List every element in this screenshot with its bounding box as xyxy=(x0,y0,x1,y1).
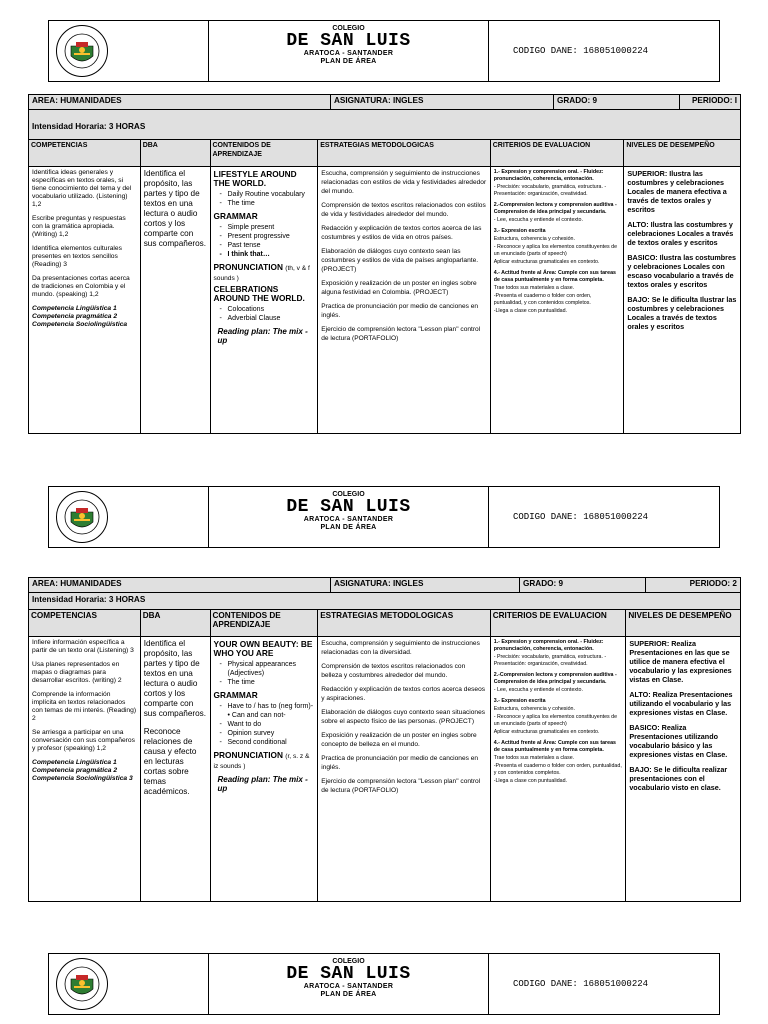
criterio-item: 4.- Actitud frente al Área: Cumple con sus tareas de casa puntualmente y en forma completa. xyxy=(493,270,616,283)
school-header xyxy=(48,953,720,1015)
niveles-cell xyxy=(626,637,740,901)
competencias-cell xyxy=(29,167,141,433)
competencia-item: Escribe preguntas y respuestas con la gramática apropiada. (Writing) 1,2 xyxy=(32,215,126,238)
dba-item: Identifica el propósito, las partes y tipo de textos en una lectura o audio cortos y los comparte con sus compañeros. xyxy=(143,169,207,248)
competencia-item: Da presentaciones cortas acerca de tradiciones en Colombia y el mundo. (speaking) 1,2 xyxy=(32,275,130,298)
criterio-item: - Lee, escucha y entiende el contexto. xyxy=(493,687,583,693)
content-item: - Physical appearances (Adjectives) xyxy=(220,660,315,678)
contenidos-cell xyxy=(211,167,319,433)
area-label: AREA: HUMANIDADES xyxy=(29,578,331,592)
estrategia-item: Redacción y explicación de textos cortos acerca deseos y aspiraciones. xyxy=(321,686,486,702)
estrategia-item: Ejercicio de comprensión lectora "Lesson plan" control de lectura (PORTAFOLIO) xyxy=(321,778,481,794)
estrategia-item: Exposición y realización de un poster en ingles sobre alguna festividad en Colombia. (PROJECT) xyxy=(321,280,477,296)
col-competencias: COMPETENCIAS xyxy=(29,140,141,166)
dba-cell xyxy=(141,637,211,901)
content-title: YOUR OWN BEAUTY: BE WHO YOU ARE xyxy=(213,639,313,658)
estrategia-item: Elaboración de diálogos cuyo contexto sean las costumbres y estilos de vida de países angloparlante. (PROJECT) xyxy=(321,248,479,273)
content-title: LIFESTYLE AROUND THE WORLD. xyxy=(213,169,297,188)
school-header xyxy=(48,486,720,548)
grammar-item: - Present progressive xyxy=(220,232,315,241)
intensidad-label: Intensidad Horaria: 3 HORAS xyxy=(29,110,740,140)
grammar-item: - Second conditional xyxy=(220,738,315,747)
nivel-item: ALTO: Ilustra las costumbres y celebraciones Locales a través de textos orales y escritos xyxy=(627,220,734,247)
niveles-cell xyxy=(624,167,740,433)
criterios-cell xyxy=(491,167,625,433)
criterio-item: 1.- Expresion y comprension oral. - Fluidez: pronunciación, coherencia, entonación. xyxy=(493,169,604,182)
criterio-item: 4.- Actitud frente al Área: Cumple con sus tareas de casa puntualmente y en forma completa. xyxy=(493,740,616,753)
estrategia-item: Practica de pronunciación por medio de canciones en inglés. xyxy=(321,303,479,319)
criterio-item: -Presenta el cuaderno o folder con orden, puntualidad, y con contenidos completos. xyxy=(493,293,592,306)
grammar-title: GRAMMAR xyxy=(213,211,258,221)
competencia-tipos: Competencia Lingüística 1 Competencia pragmática 2 Competencia Sociolingüística xyxy=(32,305,128,328)
criterio-item: - Precisión: vocabulario, gramática, estructura. - Presentación: organización, creatividad. xyxy=(493,654,607,667)
competencia-item: Comprende la información implícita en textos relacionados con temas de mi interés. (Reading) 2 xyxy=(32,691,137,722)
criterio-item: Trae todos sus materiales a clase. xyxy=(493,285,575,291)
criterio-item: 2.-Comprension lectora y comprension auditiva - Comprension de idea principal y secundaria. xyxy=(493,202,617,215)
criterio-item: 3.- Expresion escrita xyxy=(493,698,546,704)
nivel-item: BAJO: Se le dificulta realizar presentaciones con el vocabulario visto en clase. xyxy=(629,765,728,792)
grammar-title: GRAMMAR xyxy=(213,690,258,700)
area-label: AREA: HUMANIDADES xyxy=(29,95,331,109)
col-contenidos: CONTENIDOS DE APRENDIZAJE xyxy=(211,610,319,636)
plan-label: PLAN DE ÁREA xyxy=(320,524,377,531)
criterio-item: - Precisión: vocabulario, gramática, estructura. - Presentación: organización, creatividad. xyxy=(493,184,607,197)
nivel-item: BASICO: Realiza Presentaciones utilizando vocabulario básico y las expresiones vistas en Clase. xyxy=(629,723,728,759)
school-seal xyxy=(49,21,209,81)
criterio-item: -Presenta el cuaderno o folder con orden, puntualidad, y con contenidos completos. xyxy=(493,763,622,776)
estrategia-item: Elaboración de diálogos cuyo contexto sean situaciones sobre el aspecto físico de las personas. (PROJECT) xyxy=(321,709,486,725)
criterio-item: 1.- Expresion y comprension oral. - Fluidez: pronunciación, coherencia, entonación. xyxy=(493,639,604,652)
plan-label: PLAN DE ÁREA xyxy=(320,991,377,998)
col-competencias: COMPETENCIAS xyxy=(29,610,141,636)
school-name: DE SAN LUIS xyxy=(286,497,411,517)
estrategia-item: Redacción y explicación de textos cortos acerca de las costumbres y estilos de vida en otros países. xyxy=(321,225,482,241)
colegio-label: COLEGIO xyxy=(332,491,365,498)
school-header xyxy=(48,20,720,82)
competencia-tipos: Competencia Lingüística 1 Competencia pragmática 2 Competencia Sociolingüística 3 xyxy=(32,759,133,782)
estrategia-item: Practica de pronunciación por medio de canciones en inglés. xyxy=(321,755,479,771)
colegio-label: COLEGIO xyxy=(332,25,365,32)
col-dba: DBA xyxy=(141,610,211,636)
school-name: DE SAN LUIS xyxy=(286,31,411,51)
criterio-item: - Reconoce y aplica los elementos constituyentes de un enunciado (parts of speech) xyxy=(493,244,618,257)
col-niveles: NIVELES DE DESEMPEÑO xyxy=(628,611,732,620)
nivel-item: SUPERIOR: Realiza Presentaciones en las que se utilice de manera efectiva el vocabulario y las expresiones vistas en Clase. xyxy=(629,639,732,684)
col-criterios: CRITERIOS DE EVALUACION xyxy=(491,140,625,166)
competencias-cell xyxy=(29,637,141,901)
periodo-label: PERIODO: 2 xyxy=(689,579,737,588)
content-item: - Daily Routine vocabulary xyxy=(220,190,315,199)
periodo-label: PERIODO: I xyxy=(691,96,737,105)
criterio-item: -Llega a clase con puntualidad. xyxy=(493,308,568,314)
dane-code: CODIGO DANE: 168051000224 xyxy=(513,46,649,56)
content-item: - Colocations xyxy=(220,305,315,314)
content-title: CELEBRATIONS AROUND THE WORLD. xyxy=(213,284,305,303)
nivel-item: BAJO: Se le dificulta Ilustrar las costumbres y celebraciones Locales a través de textos orales y escritos xyxy=(627,295,737,331)
school-seal xyxy=(49,487,209,547)
dba-item: Identifica el propósito, las partes y tipo de textos en una lectura o audio cortos y los comparte con sus compañeros. xyxy=(143,639,207,718)
school-seal xyxy=(49,954,209,1014)
estrategia-item: Escucha, comprensión y seguimiento de instrucciones relacionadas con estilos de vida y festividades alrededor del mundo. xyxy=(321,170,487,195)
reading-plan: Reading plan: The mix - up xyxy=(217,775,308,793)
nivel-item: SUPERIOR: Ilustra las costumbres y celebraciones Locales de manera efectiva a través de textos orales y escritos xyxy=(627,169,727,214)
school-seal-icon xyxy=(55,24,109,78)
col-criterios: CRITERIOS DE EVALUACION xyxy=(491,610,627,636)
pronunciation-sounds: (th, v & f sounds ) xyxy=(213,265,310,282)
competencia-item: Identifica elementos culturales presentes en textos sencillos (Reading) 3 xyxy=(32,245,122,268)
estrategia-item: Comprensión de textos escritos relacionados con estilos de vida y festividades alrededor del mundo. xyxy=(321,202,486,218)
content-item: - Adverbial Clause xyxy=(220,314,315,323)
dane-code: CODIGO DANE: 168051000224 xyxy=(513,512,649,522)
grammar-item: - Have to / has to (neg form)- • Can and can not- xyxy=(220,702,315,720)
col-estrategias: ESTRATEGIAS METODOLOGICAS xyxy=(318,140,491,166)
plan-label: PLAN DE ÁREA xyxy=(320,58,377,65)
school-city: ARATOCA - SANTANDER xyxy=(303,50,394,57)
competencia-item: Infiere información específica a partir de un texto oral (Listening) 3 xyxy=(32,639,134,654)
grado-label: GRADO: 9 xyxy=(554,95,680,109)
school-city: ARATOCA - SANTANDER xyxy=(303,516,394,523)
criterio-item: - Reconoce y aplica los elementos constituyentes de un enunciado (parts of speech) xyxy=(493,714,618,727)
content-item: - The time xyxy=(220,678,315,687)
competencia-item: Identifica ideas generales y específicas en textos orales, si tiene conocimiento del tema y del vocabulario utilizado. (Listening) 1,2 xyxy=(32,169,132,208)
competencia-item: Se arriesga a participar en una conversación con sus compañeros y profesor (speaking) 1,2 xyxy=(32,729,135,752)
grammar-item: - Past tense xyxy=(220,241,315,250)
dane-code: CODIGO DANE: 168051000224 xyxy=(513,979,649,989)
pronunciation-title: PRONUNCIATION xyxy=(213,262,283,272)
criterio-item: Estructura, coherencia y cohesión. xyxy=(493,706,575,712)
criterio-item: 2.-Comprension lectora y comprension auditiva - Comprension de idea principal y secundaria. xyxy=(493,672,617,685)
criterio-item: -Llega a clase con puntualidad. xyxy=(493,778,568,784)
estrategia-item: Exposición y realización de un poster en ingles sobre concepto de belleza en el mundo. xyxy=(321,732,477,748)
grammar-item: - Opinion survey xyxy=(220,729,315,738)
col-contenidos: CONTENIDOS DE APRENDIZAJE xyxy=(211,140,319,166)
intensidad-label: Intensidad Horaria: 3 HORAS xyxy=(29,593,740,610)
grammar-item: - Simple present xyxy=(220,223,315,232)
col-estrategias: ESTRATEGIAS METODOLOGICAS xyxy=(318,610,491,636)
criterio-item: 3.- Expresion escrita xyxy=(493,228,546,234)
colegio-label: COLEGIO xyxy=(332,958,365,965)
criterio-item: Estructura, coherencia y cohesión. xyxy=(493,236,575,242)
estrategias-cell xyxy=(318,167,491,433)
grado-label: GRADO: 9 xyxy=(520,578,646,592)
school-seal-icon xyxy=(55,957,109,1011)
nivel-item: ALTO: Realiza Presentaciones utilizando el vocabulario y las expresiones vistas en Clase. xyxy=(629,690,733,717)
nivel-item: BASICO: Ilustra las costumbres y celebraciones Locales con escaso vocabulario a través de textos orales y escritos xyxy=(627,253,736,289)
criterio-item: Trae todos sus materiales a clase. xyxy=(493,755,575,761)
estrategia-item: Ejercicio de comprensión lectora "Lesson plan" control de lectura (PORTAFOLIO) xyxy=(321,326,481,342)
grammar-item: - Want to do xyxy=(220,720,315,729)
school-name: DE SAN LUIS xyxy=(286,964,411,984)
col-niveles: NIVELES DE DESEMPEÑO xyxy=(626,142,715,149)
reading-plan: Reading plan: The mix - up xyxy=(217,327,308,345)
asignatura-label: ASIGNATURA: INGLES xyxy=(331,95,554,109)
competencia-item: Usa planes representados en mapas o diagramas para desarrollar escritos. (writing) 2 xyxy=(32,661,122,684)
criterio-item: Aplicar estructuras gramaticales en contexto. xyxy=(493,729,600,735)
grammar-item: - I think that… xyxy=(220,250,315,259)
criterios-cell xyxy=(491,637,627,901)
school-seal-icon xyxy=(55,490,109,544)
estrategia-item: Comprensión de textos escritos relacionados con belleza y costumbres alrededor del mundo. xyxy=(321,663,466,679)
criterio-item: - Lee, escucha y entiende el contexto. xyxy=(493,217,583,223)
dba-cell xyxy=(141,167,211,433)
school-city: ARATOCA - SANTANDER xyxy=(303,983,394,990)
content-item: - The time xyxy=(220,199,315,208)
asignatura-label: ASIGNATURA: INGLES xyxy=(331,578,520,592)
estrategia-item: Escucha, comprensión y seguimiento de instrucciones relacionadas con la diversidad. xyxy=(321,640,480,656)
estrategias-cell xyxy=(318,637,491,901)
criterio-item: Aplicar estructuras gramaticales en contexto. xyxy=(493,259,600,265)
period-2-table xyxy=(28,577,741,902)
col-dba: DBA xyxy=(141,140,211,166)
period-1-table xyxy=(28,94,741,434)
pronunciation-title: PRONUNCIATION xyxy=(213,750,283,760)
dba-item: Reconoce relaciones de causa y efecto en lecturas cortas sobre temas académicos. xyxy=(143,727,197,796)
pronunciation-sounds: (r, s. z & iz sounds ) xyxy=(213,753,310,770)
contenidos-cell xyxy=(211,637,319,901)
